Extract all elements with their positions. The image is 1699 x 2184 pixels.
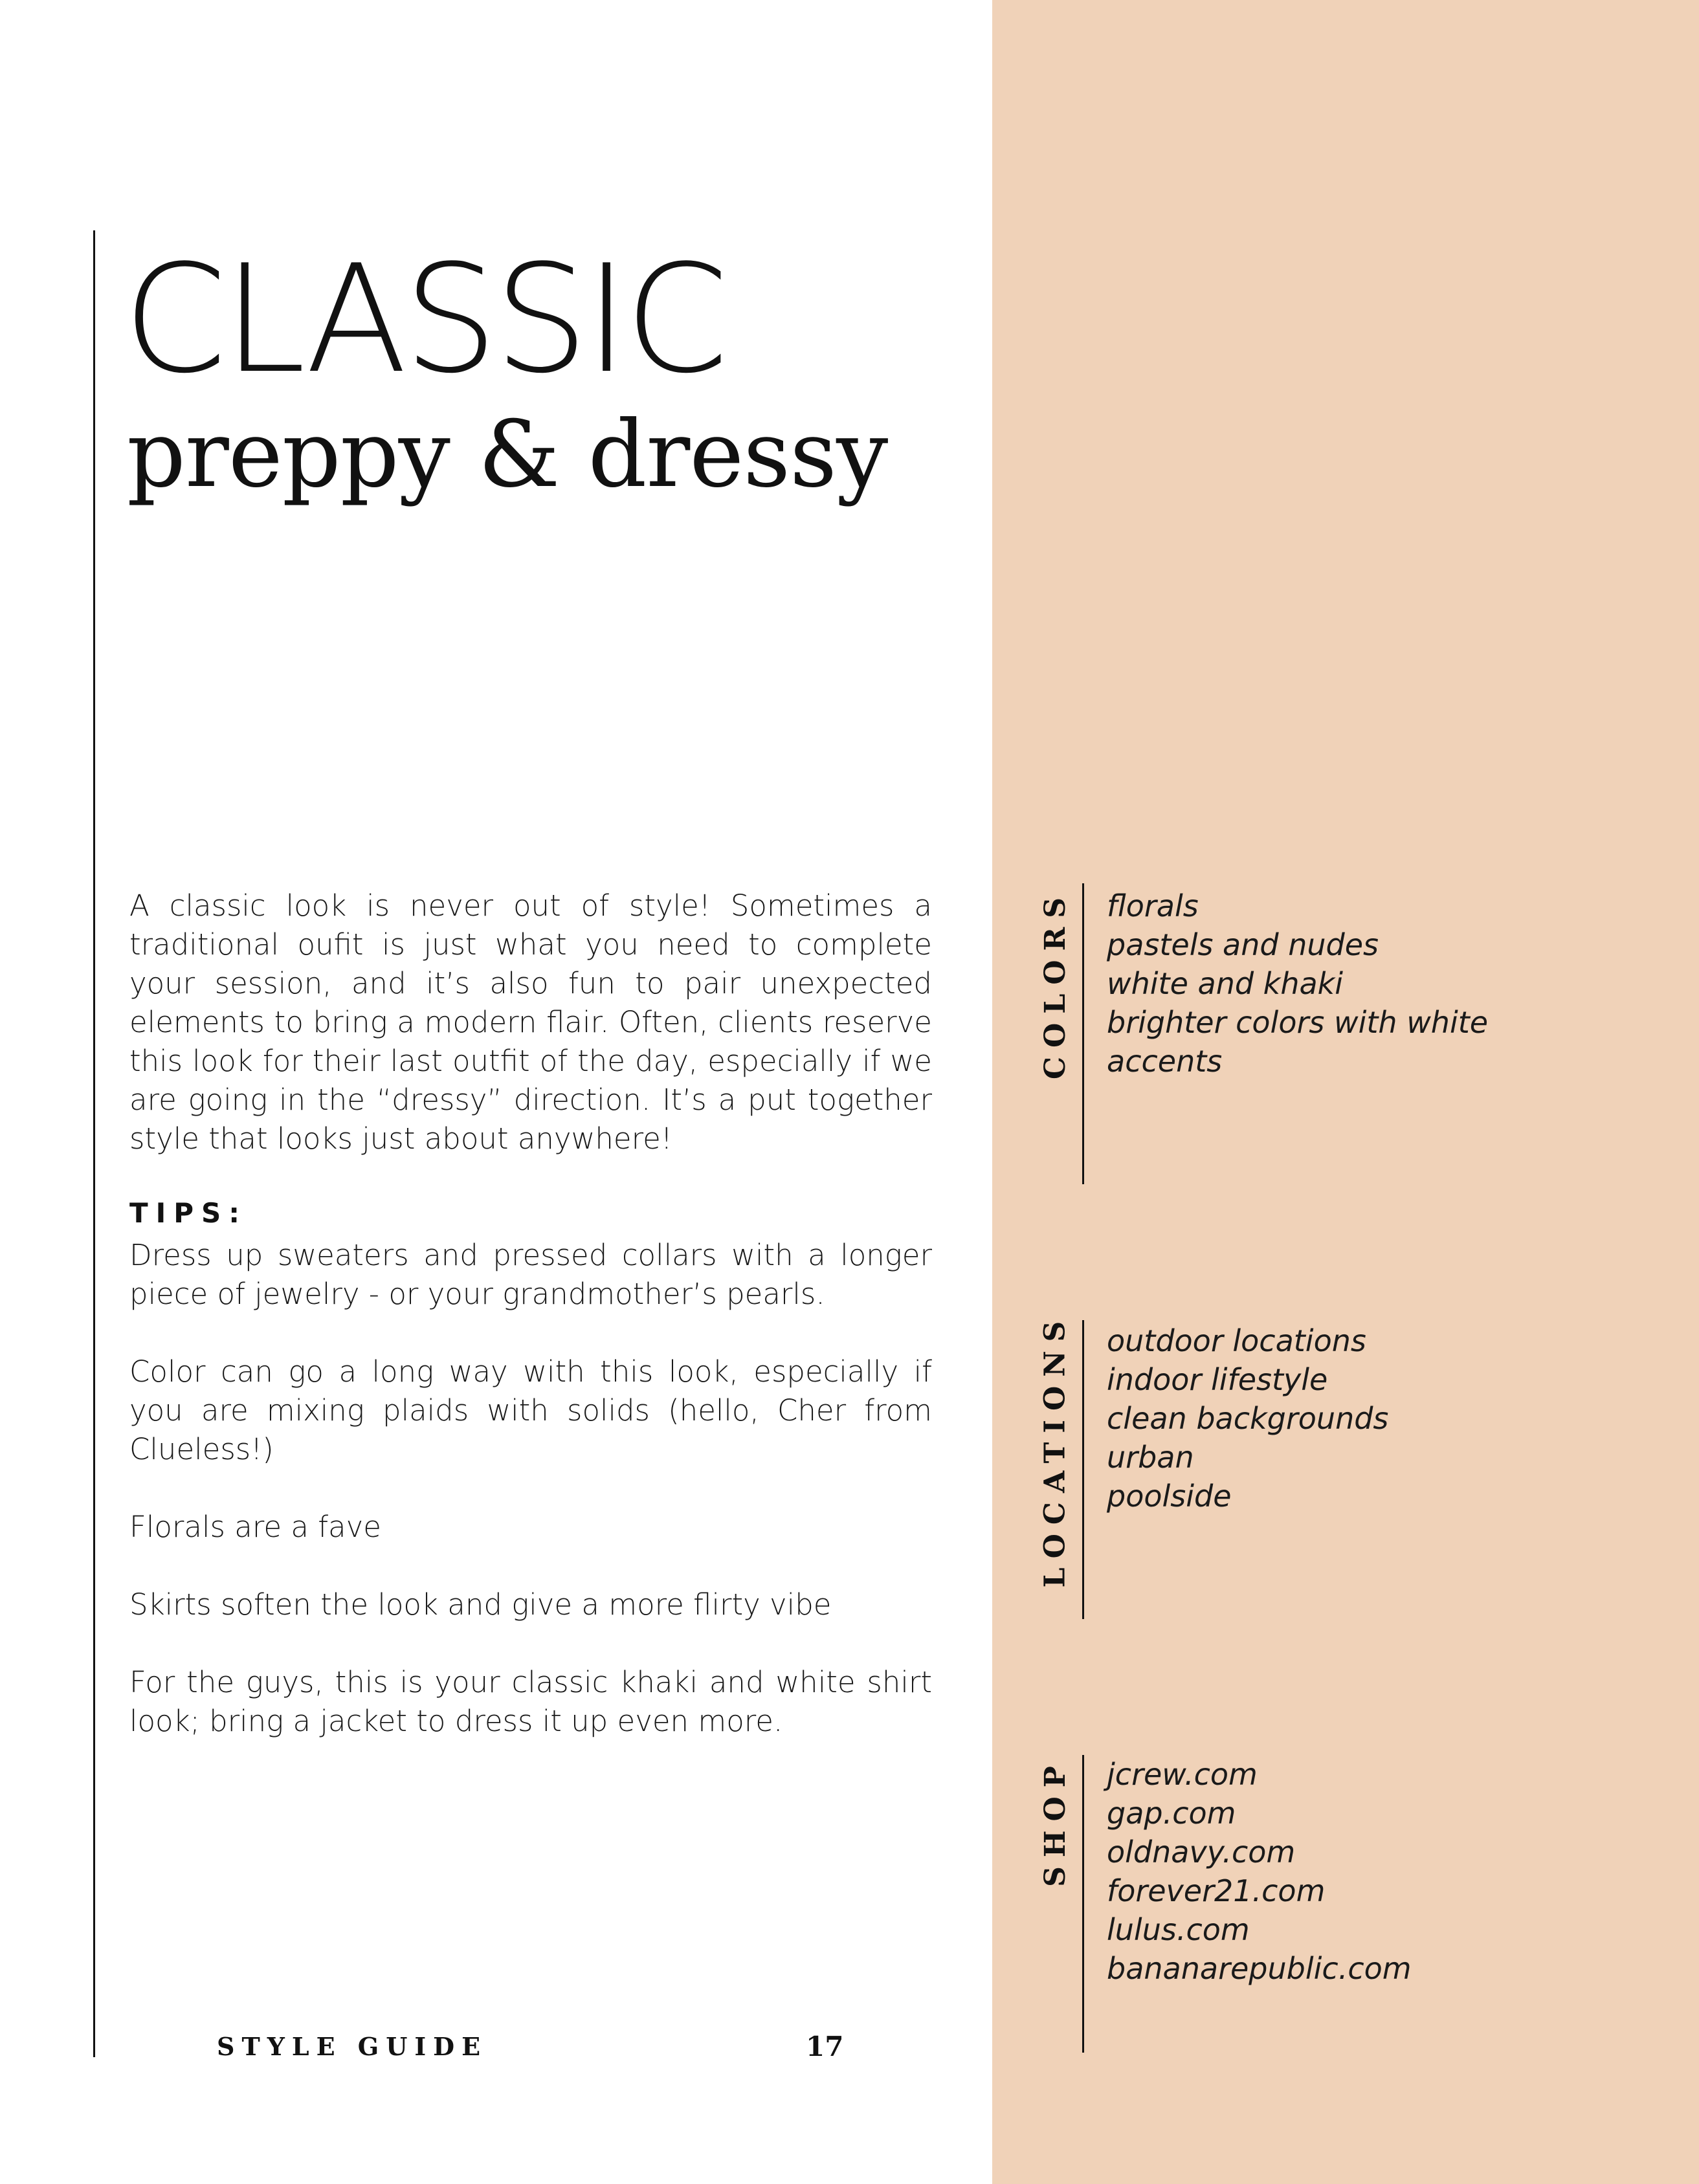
list-item: florals <box>1107 888 1199 923</box>
colors-section-label: COLORS <box>1038 888 1072 1079</box>
list-item: poolside <box>1107 1479 1232 1514</box>
footer-label: STYLE GUIDE <box>217 2032 488 2061</box>
list-item: urban <box>1107 1440 1194 1475</box>
shop-link[interactable]: forever21.com <box>1107 1873 1326 1908</box>
locations-section-label: LOCATIONS <box>1038 1312 1072 1587</box>
shop-link[interactable]: oldnavy.com <box>1107 1835 1296 1870</box>
tip-item: Color can go a long way with this look, especially if you are mixing plaids with solids (hello, Cher from Clueless!) <box>129 1354 932 1466</box>
list-item: pastels and nudes <box>1107 927 1379 962</box>
page-number: 17 <box>806 2031 844 2062</box>
list-item: white and khaki <box>1107 966 1344 1001</box>
shop-link[interactable]: gap.com <box>1107 1796 1236 1831</box>
page-subtitle: preppy & dressy <box>127 401 888 508</box>
locations-list <box>1107 1321 1388 1516</box>
shop-list <box>1107 1755 1412 1988</box>
locations-section-rule <box>1082 1320 1084 1619</box>
list-item: outdoor locations <box>1107 1323 1366 1358</box>
colors-list <box>1107 887 1488 1081</box>
list-item: indoor lifestyle <box>1107 1362 1328 1397</box>
tips-heading: TIPS: <box>129 1197 248 1229</box>
shop-link[interactable]: jcrew.com <box>1107 1757 1258 1792</box>
intro-paragraph: A classic look is never out of style! Sometimes a traditional oufit is just what you need to complete your session, and it’s also fun to pair unexpected elements to bring a modern flair. Often, clients reserve this look for their last outfit of the day, especially if we are going in the “dressy” direction. It’s a put together style that looks just about anywhere! <box>129 888 932 1156</box>
colors-section-rule <box>1082 883 1084 1184</box>
tip-item: Skirts soften the look and give a more flirty vibe <box>129 1587 832 1622</box>
tip-item: For the guys, this is your classic khaki and white shirt look; bring a jacket to dress it up even more. <box>129 1665 932 1738</box>
shop-section-label: SHOP <box>1038 1756 1072 1887</box>
shop-link[interactable]: bananarepublic.com <box>1107 1951 1412 1986</box>
list-item: brighter colors with white <box>1107 1005 1489 1040</box>
shop-link[interactable]: lulus.com <box>1107 1912 1250 1947</box>
list-item: accents <box>1107 1044 1223 1079</box>
tip-item: Dress up sweaters and pressed collars with a longer piece of jewelry - or your grandmother’s pearls. <box>129 1238 932 1311</box>
page-title: CLASSIC <box>123 234 725 406</box>
left-vertical-rule <box>93 230 95 2057</box>
tip-item: Florals are a fave <box>129 1510 381 1544</box>
shop-section-rule <box>1082 1755 1084 2053</box>
list-item: clean backgrounds <box>1107 1401 1389 1436</box>
